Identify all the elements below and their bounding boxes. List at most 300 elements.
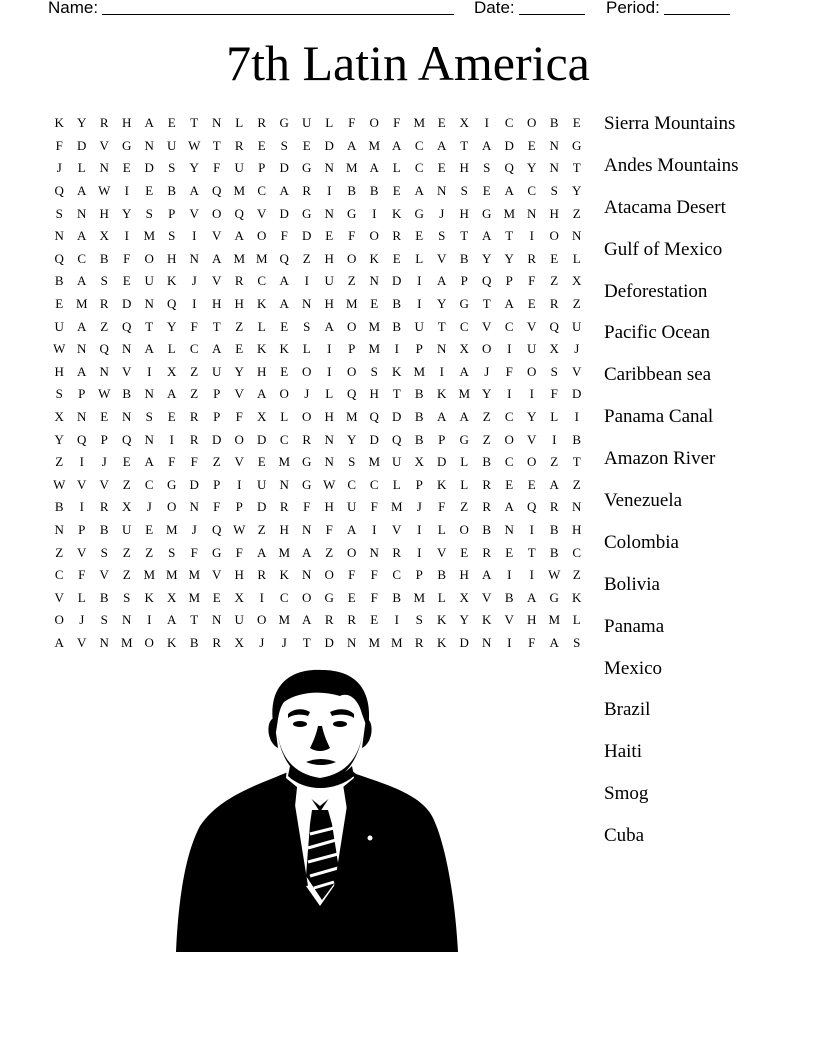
grid-letter: T <box>302 634 311 650</box>
grid-letter: N <box>144 431 154 447</box>
grid-letter: D <box>257 499 267 515</box>
grid-letter: D <box>392 409 402 425</box>
grid-letter: L <box>415 250 424 266</box>
grid-letter: N <box>437 183 447 199</box>
grid-letter: R <box>549 499 559 515</box>
grid-row <box>48 270 588 293</box>
grid-letter: C <box>347 476 357 492</box>
grid-letter: F <box>528 634 536 650</box>
grid-letter: M <box>188 589 201 605</box>
grid-letter: F <box>348 228 356 244</box>
grid-letter: U <box>257 476 267 492</box>
grid-letter: Y <box>482 250 492 266</box>
grid-letter: K <box>167 273 177 289</box>
grid-letter: A <box>459 409 469 425</box>
grid-letter: I <box>259 589 264 605</box>
grid-letter: I <box>417 521 422 537</box>
grid-letter: S <box>370 363 378 379</box>
grid-letter: R <box>302 183 312 199</box>
grid-letter: H <box>459 567 469 583</box>
grid-letter: K <box>144 589 154 605</box>
grid-letter: B <box>99 589 109 605</box>
grid-letter: H <box>54 363 64 379</box>
grid-letter: Y <box>527 409 537 425</box>
grid-letter: V <box>212 273 222 289</box>
grid-letter: V <box>77 544 87 560</box>
word-bank-item: Panama Canal <box>604 406 714 428</box>
grid-letter: R <box>189 431 199 447</box>
grid-letter: K <box>437 634 447 650</box>
word-bank-item: Deforestation <box>604 280 708 302</box>
grid-letter: Z <box>302 250 311 266</box>
grid-letter: L <box>325 386 334 402</box>
grid-letter: I <box>529 567 534 583</box>
grid-letter: H <box>324 409 334 425</box>
grid-letter: G <box>347 205 357 221</box>
grid-letter: E <box>572 115 581 131</box>
grid-letter: E <box>325 228 334 244</box>
grid-letter: M <box>165 521 178 537</box>
grid-letter: H <box>549 205 559 221</box>
grid-letter: H <box>369 386 379 402</box>
grid-letter: Y <box>167 318 177 334</box>
grid-letter: I <box>147 612 152 628</box>
grid-letter: Q <box>212 521 222 537</box>
grid-letter: V <box>437 544 447 560</box>
grid-letter: W <box>53 476 66 492</box>
grid-letter: M <box>548 612 561 628</box>
grid-letter: O <box>302 363 312 379</box>
grid-letter: H <box>234 567 244 583</box>
grid-letter: O <box>144 634 154 650</box>
grid-letter: M <box>458 386 471 402</box>
grid-letter: E <box>280 363 289 379</box>
grid-letter: V <box>437 250 447 266</box>
period-field[interactable] <box>606 0 730 18</box>
grid-letter: K <box>572 589 582 605</box>
grid-letter: P <box>348 341 356 357</box>
word-bank <box>604 113 809 867</box>
grid-letter: F <box>190 544 198 560</box>
grid-letter: N <box>437 341 447 357</box>
grid-letter: A <box>482 567 492 583</box>
grid-letter: F <box>325 521 333 537</box>
date-label: Date: <box>474 0 515 17</box>
grid-letter: E <box>145 183 154 199</box>
grid-letter: H <box>167 250 177 266</box>
grid-letter: Y <box>189 160 199 176</box>
name-blank-line[interactable] <box>102 0 454 15</box>
grid-letter: J <box>101 454 107 470</box>
grid-letter: I <box>507 567 512 583</box>
grid-letter: E <box>550 250 559 266</box>
grid-letter: N <box>324 205 334 221</box>
grid-letter: Q <box>369 409 379 425</box>
grid-letter: Z <box>572 205 581 221</box>
grid-letter: B <box>482 454 492 470</box>
grid-letter: A <box>144 115 154 131</box>
grid-letter: G <box>324 589 334 605</box>
grid-letter: R <box>279 499 289 515</box>
grid-letter: B <box>504 589 514 605</box>
grid-row <box>48 293 588 316</box>
period-blank-line[interactable] <box>664 0 730 15</box>
grid-row <box>48 564 588 587</box>
grid-letter: O <box>302 589 312 605</box>
grid-letter: A <box>459 363 469 379</box>
grid-letter: E <box>145 521 154 537</box>
grid-letter: Q <box>54 250 64 266</box>
grid-letter: V <box>504 612 514 628</box>
grid-letter: M <box>368 454 381 470</box>
grid-letter: C <box>504 409 514 425</box>
grid-letter: V <box>99 476 109 492</box>
grid-row <box>48 406 588 429</box>
grid-row <box>48 519 588 542</box>
grid-letter: V <box>54 589 64 605</box>
grid-letter: Q <box>167 296 177 312</box>
grid-letter: R <box>99 296 109 312</box>
grid-letter: V <box>482 589 492 605</box>
grid-letter: F <box>528 273 536 289</box>
grid-row <box>48 202 588 225</box>
word-bank-item: Andes Mountains <box>604 154 739 176</box>
grid-letter: S <box>123 589 131 605</box>
grid-letter: G <box>302 205 312 221</box>
grid-letter: B <box>549 544 559 560</box>
grid-letter: K <box>167 634 177 650</box>
grid-letter: A <box>437 273 447 289</box>
grid-letter: V <box>392 521 402 537</box>
grid-letter: N <box>549 160 559 176</box>
grid-letter: X <box>234 634 244 650</box>
grid-letter: I <box>372 521 377 537</box>
grid-letter: C <box>504 454 514 470</box>
grid-letter: S <box>100 273 108 289</box>
grid-letter: K <box>369 250 379 266</box>
grid-letter: C <box>504 115 514 131</box>
grid-letter: A <box>257 544 267 560</box>
grid-letter: T <box>572 160 581 176</box>
grid-letter: N <box>144 386 154 402</box>
grid-letter: E <box>347 589 356 605</box>
grid-letter: L <box>235 115 244 131</box>
grid-letter: P <box>415 341 423 357</box>
page-title: 7th Latin America <box>226 35 590 91</box>
grid-letter: M <box>368 634 381 650</box>
grid-letter: A <box>527 589 537 605</box>
grid-letter: C <box>77 250 87 266</box>
grid-letter: C <box>144 476 154 492</box>
grid-letter: E <box>235 341 244 357</box>
grid-row <box>48 586 588 609</box>
grid-letter: G <box>572 137 582 153</box>
date-field[interactable] <box>474 0 585 18</box>
grid-letter: Y <box>77 115 87 131</box>
grid-letter: I <box>192 228 197 244</box>
word-bank-item: Atacama Desert <box>604 196 726 218</box>
grid-letter: N <box>122 341 132 357</box>
grid-letter: S <box>145 409 153 425</box>
grid-letter: U <box>144 273 154 289</box>
grid-letter: Q <box>54 183 64 199</box>
grid-letter: Q <box>99 341 109 357</box>
grid-letter: I <box>147 363 152 379</box>
worksheet-header <box>0 0 816 22</box>
grid-letter: N <box>572 228 582 244</box>
grid-letter: A <box>144 341 154 357</box>
grid-letter: I <box>507 341 512 357</box>
grid-letter: E <box>527 476 536 492</box>
grid-letter: R <box>234 137 244 153</box>
grid-letter: I <box>79 499 84 515</box>
grid-letter: G <box>414 205 424 221</box>
grid-letter: M <box>368 137 381 153</box>
grid-letter: A <box>437 409 447 425</box>
grid-letter: R <box>99 499 109 515</box>
grid-letter: S <box>460 183 468 199</box>
grid-letter: N <box>527 205 537 221</box>
word-bank-item: Venezuela <box>604 490 683 512</box>
grid-letter: N <box>212 115 222 131</box>
grid-letter: E <box>505 544 514 560</box>
grid-letter: A <box>324 318 334 334</box>
grid-letter: I <box>327 363 332 379</box>
grid-letter: I <box>327 183 332 199</box>
grid-letter: J <box>146 499 152 515</box>
grid-letter: Y <box>527 160 537 176</box>
grid-letter: S <box>55 386 63 402</box>
grid-letter: F <box>55 137 63 153</box>
grid-letter: C <box>189 341 199 357</box>
grid-letter: C <box>414 137 424 153</box>
grid-letter: F <box>550 386 558 402</box>
grid-letter: S <box>550 183 558 199</box>
grid-letter: H <box>324 296 334 312</box>
grid-letter: E <box>280 318 289 334</box>
grid-letter: X <box>414 454 424 470</box>
grid-letter: G <box>212 544 222 560</box>
grid-letter: A <box>279 183 289 199</box>
grid-letter: U <box>392 454 402 470</box>
grid-letter: B <box>347 183 357 199</box>
word-bank-item: Smog <box>604 783 649 805</box>
grid-letter: R <box>392 544 402 560</box>
grid-letter: E <box>482 183 491 199</box>
grid-letter: A <box>77 183 87 199</box>
grid-letter: Z <box>145 544 154 560</box>
grid-letter: D <box>189 476 199 492</box>
grid-letter: W <box>548 567 561 583</box>
grid-letter: F <box>168 454 176 470</box>
name-field[interactable] <box>48 0 454 18</box>
grid-letter: O <box>212 205 222 221</box>
grid-letter: S <box>55 205 63 221</box>
word-bank-item: Caribbean sea <box>604 364 712 386</box>
grid-letter: V <box>77 634 87 650</box>
grid-letter: L <box>392 476 401 492</box>
grid-letter: O <box>279 386 289 402</box>
grid-letter: B <box>437 567 447 583</box>
grid-letter: E <box>122 454 131 470</box>
grid-row <box>48 315 588 338</box>
grid-letter: Q <box>77 431 87 447</box>
grid-letter: L <box>280 409 289 425</box>
grid-letter: V <box>122 363 132 379</box>
grid-letter: O <box>347 250 357 266</box>
grid-letter: A <box>167 386 177 402</box>
grid-letter: M <box>413 363 426 379</box>
grid-letter: X <box>54 409 64 425</box>
grid-letter: M <box>368 341 381 357</box>
grid-letter: H <box>459 160 469 176</box>
grid-letter: I <box>327 341 332 357</box>
grid-row <box>48 609 588 632</box>
grid-letter: E <box>257 137 266 153</box>
grid-row <box>48 496 588 519</box>
grid-letter: D <box>302 228 312 244</box>
grid-letter: B <box>392 589 402 605</box>
grid-letter: A <box>549 476 559 492</box>
grid-letter: M <box>368 318 381 334</box>
grid-letter: S <box>168 228 176 244</box>
grid-letter: C <box>504 318 514 334</box>
grid-letter: B <box>99 521 109 537</box>
grid-letter: I <box>507 634 512 650</box>
grid-row <box>48 180 588 203</box>
grid-letter: N <box>549 137 559 153</box>
grid-letter: O <box>369 228 379 244</box>
grid-letter: B <box>572 431 582 447</box>
word-search-grid <box>48 112 588 654</box>
grid-letter: H <box>212 296 222 312</box>
grid-row <box>48 541 588 564</box>
period-label: Period: <box>606 0 660 17</box>
grid-letter: E <box>100 409 109 425</box>
grid-letter: J <box>259 634 265 650</box>
grid-letter: E <box>505 476 514 492</box>
grid-letter: U <box>302 115 312 131</box>
grid-letter: N <box>279 476 289 492</box>
grid-letter: R <box>257 567 267 583</box>
grid-letter: A <box>414 183 424 199</box>
grid-letter: A <box>302 612 312 628</box>
grid-letter: N <box>144 137 154 153</box>
grid-letter: R <box>257 115 267 131</box>
grid-letter: M <box>233 183 246 199</box>
grid-letter: R <box>482 499 492 515</box>
grid-letter: Z <box>572 567 581 583</box>
grid-letter: O <box>482 341 492 357</box>
grid-letter: N <box>369 544 379 560</box>
grid-letter: O <box>54 612 64 628</box>
grid-letter: O <box>144 250 154 266</box>
grid-letter: N <box>122 612 132 628</box>
grid-letter: Z <box>235 318 244 334</box>
grid-letter: A <box>369 160 379 176</box>
grid-letter: Z <box>122 567 131 583</box>
grid-letter: Z <box>257 521 266 537</box>
grid-letter: V <box>257 205 267 221</box>
grid-letter: K <box>257 296 267 312</box>
grid-letter: P <box>78 386 86 402</box>
grid-letter: I <box>507 386 512 402</box>
grid-letter: E <box>392 183 401 199</box>
grid-letter: T <box>392 386 401 402</box>
grid-letter: S <box>483 160 491 176</box>
grid-letter: M <box>143 228 156 244</box>
grid-letter: Q <box>482 273 492 289</box>
date-blank-line[interactable] <box>519 0 585 15</box>
grid-letter: M <box>120 634 133 650</box>
grid-letter: N <box>324 431 334 447</box>
grid-letter: S <box>303 318 311 334</box>
grid-letter: A <box>279 273 289 289</box>
grid-letter: F <box>438 499 446 515</box>
grid-letter: R <box>99 115 109 131</box>
grid-letter: K <box>437 476 447 492</box>
grid-letter: Z <box>190 386 199 402</box>
grid-letter: T <box>460 228 469 244</box>
grid-letter: D <box>392 273 402 289</box>
grid-letter: F <box>370 499 378 515</box>
grid-letter: N <box>324 454 334 470</box>
grid-letter: Q <box>279 250 289 266</box>
grid-letter: I <box>552 431 557 447</box>
grid-letter: I <box>529 228 534 244</box>
word-bank-item: Panama <box>604 615 665 637</box>
grid-letter: I <box>417 544 422 560</box>
grid-row <box>48 225 588 248</box>
grid-letter: S <box>168 544 176 560</box>
grid-letter: A <box>257 386 267 402</box>
grid-letter: V <box>189 205 199 221</box>
grid-letter: E <box>370 612 379 628</box>
grid-letter: Z <box>122 476 131 492</box>
grid-letter: S <box>100 612 108 628</box>
grid-letter: F <box>235 544 243 560</box>
grid-letter: N <box>189 499 199 515</box>
grid-letter: Y <box>504 250 514 266</box>
grid-letter: Q <box>122 431 132 447</box>
grid-letter: C <box>392 567 402 583</box>
grid-letter: F <box>370 589 378 605</box>
grid-letter: V <box>572 363 582 379</box>
grid-letter: P <box>415 567 423 583</box>
grid-letter: A <box>212 341 222 357</box>
grid-letter: R <box>482 544 492 560</box>
grid-letter: I <box>439 363 444 379</box>
grid-letter: I <box>484 115 489 131</box>
grid-letter: B <box>54 273 64 289</box>
grid-letter: W <box>98 183 111 199</box>
grid-letter: F <box>370 567 378 583</box>
grid-letter: J <box>484 363 490 379</box>
grid-letter: Y <box>437 296 447 312</box>
grid-letter: Z <box>212 454 221 470</box>
grid-letter: F <box>123 250 131 266</box>
grid-letter: O <box>167 499 177 515</box>
grid-letter: M <box>255 250 268 266</box>
grid-letter: P <box>100 431 108 447</box>
grid-letter: R <box>527 250 537 266</box>
grid-letter: D <box>324 137 334 153</box>
grid-letter: F <box>348 567 356 583</box>
grid-letter: Y <box>347 431 357 447</box>
grid-row <box>48 451 588 474</box>
word-bank-item: Colombia <box>604 531 679 553</box>
grid-letter: Z <box>482 431 491 447</box>
